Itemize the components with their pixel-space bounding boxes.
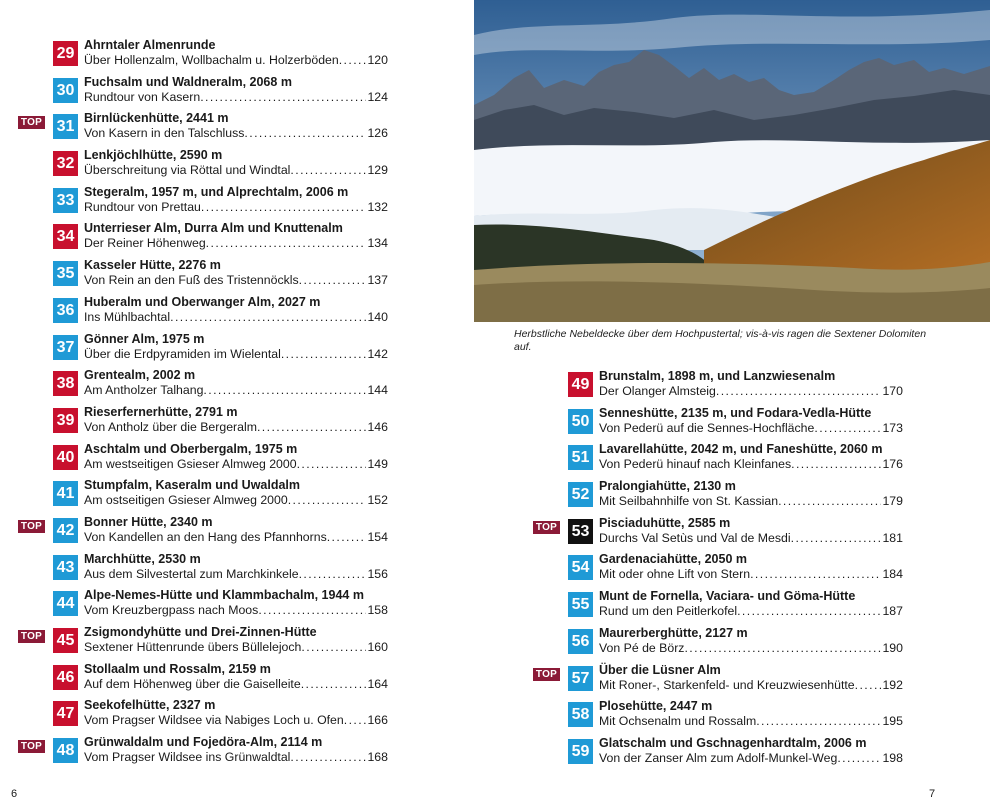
toc-entry[interactable]: [18, 148, 390, 185]
dolomites-fog-illustration: [474, 0, 990, 322]
leader-dots: [297, 457, 367, 472]
tour-title: Gönner Alm, 1975 m: [84, 331, 205, 346]
photo-caption: Herbstliche Nebeldecke über dem Hochpustertal; vis-à-vis ragen die Sextener Dolomiten auf.: [514, 328, 927, 353]
tour-description: Vom Pragser Wildsee ins Grünwaldtal: [84, 750, 291, 765]
leader-dots: [750, 567, 881, 582]
tour-number-badge: 38: [53, 371, 78, 396]
tour-description: Über Hollenzalm, Wollbachalm u. Holzerböden: [84, 53, 339, 67]
toc-entry[interactable]: [18, 442, 390, 479]
toc-entry[interactable]: [18, 662, 390, 699]
tour-description: Am westseitigen Gsieser Almweg 2000: [84, 456, 297, 471]
tour-description: Über die Erdpyramiden im Wielental: [84, 346, 281, 361]
leader-dots: [778, 494, 881, 509]
page-reference: 120: [367, 53, 388, 67]
tour-description: Auf dem Höhenweg über die Gaiselleite: [84, 676, 301, 691]
tour-title: Pralongiahütte, 2130 m: [599, 479, 736, 494]
tour-description: Sextener Hüttenrunde übers Büllelejoch: [84, 640, 302, 654]
tour-number-badge: 55: [568, 592, 593, 617]
page-number-left: 6: [11, 788, 18, 800]
leader-dots: [791, 531, 882, 546]
leader-dots: [170, 310, 366, 325]
toc-entry[interactable]: [18, 111, 390, 148]
leader-dots: [791, 457, 881, 472]
toc-entry[interactable]: [533, 552, 905, 589]
tour-number-badge: 58: [568, 702, 593, 727]
tour-description: Von Kasern in den Talschluss: [84, 126, 245, 141]
tour-title: Brunstalm, 1898 m, und Lanzwiesenalm: [599, 369, 836, 383]
page-reference: 195: [882, 714, 903, 729]
leader-dots: [299, 273, 367, 288]
tour-number-badge: 52: [568, 482, 593, 507]
leader-dots: [301, 677, 367, 692]
toc-entry[interactable]: [18, 698, 390, 735]
tour-description: Von Rein an den Fuß des Tristennöckls: [84, 273, 299, 288]
top-badge: TOP: [533, 668, 560, 681]
tour-number-badge: 40: [53, 445, 78, 470]
toc-entry[interactable]: [533, 589, 905, 626]
toc-entry[interactable]: [18, 185, 390, 222]
tour-title: Zsigmondyhütte und Drei-Zinnen-Hütte: [84, 625, 317, 639]
tour-description: Rundtour von Prettau: [84, 199, 201, 214]
page-reference: 190: [882, 640, 903, 655]
top-badge: TOP: [18, 630, 45, 643]
toc-entry[interactable]: [18, 478, 390, 515]
tour-title: Lavarellahütte, 2042 m, und Faneshütte, 2060 m: [599, 442, 883, 457]
tour-description: Von Antholz über die Bergeralm: [84, 419, 257, 434]
tour-number-badge: 41: [53, 481, 78, 506]
leader-dots: [201, 200, 367, 215]
leader-dots: [290, 750, 366, 765]
tour-description: Von der Zanser Alm zum Adolf-Munkel-Weg: [599, 750, 838, 765]
tour-number-badge: 29: [53, 41, 78, 66]
toc-entry[interactable]: [18, 405, 390, 442]
tour-number-badge: 36: [53, 298, 78, 323]
tour-description: Am Antholzer Talhang: [84, 383, 204, 398]
tour-number-badge: 37: [53, 335, 78, 360]
page-reference: 149: [367, 456, 388, 471]
page-reference: 146: [367, 419, 388, 434]
tour-number-badge: 43: [53, 555, 78, 580]
tour-title: Senneshütte, 2135 m, und Fodara-Vedla-Hütte: [599, 405, 872, 420]
page-reference: 124: [367, 89, 388, 104]
page-reference: 170: [882, 384, 903, 398]
page-reference: 164: [367, 676, 388, 691]
toc-entry[interactable]: [18, 258, 390, 295]
leader-dots: [301, 640, 366, 655]
leader-dots: [299, 567, 367, 582]
leader-dots: [281, 347, 367, 362]
toc-entry[interactable]: [533, 663, 905, 700]
toc-entry[interactable]: [18, 295, 390, 332]
tour-number-badge: 54: [568, 555, 593, 580]
tour-description: Mit Seilbahnhilfe von St. Kassian: [599, 494, 779, 509]
leader-dots: [814, 421, 881, 436]
leader-dots: [339, 53, 367, 68]
tour-description: Überschreitung via Röttal und Windtal: [84, 163, 291, 178]
toc-entry[interactable]: [18, 588, 390, 625]
leader-dots: [716, 384, 882, 399]
toc-entry[interactable]: [18, 221, 390, 258]
page-reference: 142: [367, 346, 388, 361]
page-reference: 181: [882, 530, 903, 545]
page-reference: 192: [882, 677, 903, 692]
page-reference: 168: [367, 750, 388, 765]
tour-description: Von Kandellen an den Hang des Pfannhorns: [84, 529, 327, 544]
tour-description: Von Pederü hinauf nach Kleinfanes: [599, 457, 792, 472]
tour-title: Gardenaciahütte, 2050 m: [599, 552, 747, 567]
tour-number-badge: 53: [568, 519, 593, 544]
page-reference: 160: [367, 640, 388, 654]
tour-title: Seekofelhütte, 2327 m: [84, 698, 216, 713]
tour-number-badge: 46: [53, 665, 78, 690]
tour-title: Unterrieser Alm, Durra Alm und Knuttenalm: [84, 221, 343, 236]
leader-dots: [206, 236, 367, 251]
tour-number-badge: 44: [53, 591, 78, 616]
page-reference: 166: [367, 713, 388, 728]
page-reference: 134: [367, 236, 388, 251]
tour-number-badge: 42: [53, 518, 78, 543]
tour-title: Grentealm, 2002 m: [84, 368, 196, 383]
tour-title: Glatschalm und Gschnagenhardtalm, 2006 m: [599, 735, 867, 750]
leader-dots: [837, 751, 881, 766]
tour-number-badge: 30: [53, 78, 78, 103]
toc-entry[interactable]: [18, 332, 390, 369]
toc-entry[interactable]: [18, 75, 390, 112]
tour-title: Aschtalm und Oberbergalm, 1975 m: [84, 441, 298, 456]
page-reference: 132: [367, 199, 388, 214]
tour-description: Vom Kreuzbergpass nach Moos: [84, 603, 259, 618]
tour-description: Rundtour von Kasern: [84, 89, 201, 104]
page-reference: 198: [882, 750, 903, 765]
page-reference: 152: [367, 493, 388, 508]
leader-dots: [737, 604, 881, 619]
tour-description: Mit oder ohne Lift von Stern: [599, 567, 751, 582]
tour-title: Stollaalm und Rossalm, 2159 m: [84, 661, 271, 676]
tour-number-badge: 56: [568, 629, 593, 654]
page-reference: 129: [367, 163, 388, 178]
top-badge: TOP: [18, 116, 45, 129]
toc-entry[interactable]: [533, 406, 905, 443]
leader-dots: [327, 530, 367, 545]
leader-dots: [200, 90, 366, 105]
toc-entry[interactable]: [533, 736, 905, 773]
page-reference: 144: [367, 383, 388, 398]
leader-dots: [290, 163, 366, 178]
tour-title: Grünwaldalm und Fojedöra-Alm, 2114 m: [84, 735, 323, 750]
tour-number-badge: 57: [568, 666, 593, 691]
page-reference: 187: [882, 604, 903, 619]
tour-number-badge: 33: [53, 188, 78, 213]
tour-number-badge: 34: [53, 224, 78, 249]
leader-dots: [344, 713, 367, 728]
leader-dots: [288, 493, 367, 508]
top-badge: TOP: [533, 521, 560, 534]
toc-entry[interactable]: [18, 515, 390, 552]
tour-description: Von Pé de Börz: [599, 640, 685, 655]
page-reference: 173: [882, 420, 903, 435]
tour-description: Der Reiner Höhenweg: [84, 236, 206, 251]
tour-title: Alpe-Nemes-Hütte und Klammbachalm, 1944 m: [84, 588, 364, 603]
toc-entry[interactable]: [18, 38, 390, 75]
tour-title: Stumpfalm, Kaseralm und Uwaldalm: [84, 478, 301, 493]
tour-title: Über die Lüsner Alm: [599, 662, 721, 677]
tour-number-badge: 45: [53, 628, 78, 653]
landscape-photo: [474, 0, 990, 322]
tour-number-badge: 50: [568, 409, 593, 434]
toc-entry[interactable]: [533, 479, 905, 516]
tour-title: Stegeralm, 1957 m, und Alprechtalm, 2006 m: [84, 184, 349, 199]
leader-dots: [684, 641, 881, 656]
tour-description: Am ostseitigen Gsieser Almweg 2000: [84, 493, 288, 508]
page-reference: 156: [367, 566, 388, 581]
tour-description: Von Pederü auf die Sennes-Hochfläche: [599, 420, 815, 435]
page-reference: 126: [367, 126, 388, 141]
page-reference: 176: [882, 457, 903, 472]
tour-number-badge: 32: [53, 151, 78, 176]
leader-dots: [257, 420, 367, 435]
tour-number-badge: 31: [53, 114, 78, 139]
tour-title: Maurerberghütte, 2127 m: [599, 625, 748, 640]
page-reference: 137: [367, 273, 388, 288]
tour-number-badge: 47: [53, 701, 78, 726]
tour-description: Mit Roner-, Starkenfeld- und Kreuzwiesenhütte: [599, 677, 855, 692]
page-reference: 179: [882, 494, 903, 509]
tour-title: Munt de Fornella, Vaciara- und Göma-Hütte: [599, 589, 856, 604]
top-badge: TOP: [18, 740, 45, 753]
toc-entry[interactable]: [533, 516, 905, 553]
toc-entry[interactable]: [533, 369, 905, 406]
tour-description: Rund um den Peitlerkofel: [599, 604, 738, 619]
leader-dots: [244, 126, 366, 141]
tour-title: Lenkjöchlhütte, 2590 m: [84, 148, 223, 163]
tour-description: Der Olanger Almsteig: [599, 384, 716, 398]
leader-dots: [756, 714, 881, 729]
page-reference: 140: [367, 309, 388, 324]
toc-entry[interactable]: [18, 625, 390, 662]
page-reference: 184: [882, 567, 903, 582]
tour-description: Vom Pragser Wildsee via Nabiges Loch u. Ofen: [84, 713, 344, 728]
tour-number-badge: 39: [53, 408, 78, 433]
toc-entry[interactable]: [533, 699, 905, 736]
tour-title: Rieserfernerhütte, 2791 m: [84, 404, 238, 419]
tour-description: Aus dem Silvestertal zum Marchkinkele: [84, 566, 299, 581]
tour-title: Fuchsalm und Waldneralm, 2068 m: [84, 74, 292, 89]
tour-title: Ahrntaler Almenrunde: [84, 38, 216, 52]
leader-dots: [258, 603, 366, 618]
tour-title: Birnlückenhütte, 2441 m: [84, 111, 229, 126]
leader-dots: [855, 678, 882, 693]
tour-title: Pisciaduhütte, 2585 m: [599, 515, 731, 530]
top-badge: TOP: [18, 520, 45, 533]
tour-title: Kasseler Hütte, 2276 m: [84, 258, 221, 273]
toc-list-left: [18, 38, 390, 772]
page-number-right: 7: [929, 788, 936, 800]
tour-title: Huberalm und Oberwanger Alm, 2027 m: [84, 294, 321, 309]
tour-title: Marchhütte, 2530 m: [84, 551, 201, 566]
toc-entry[interactable]: [533, 626, 905, 663]
tour-number-badge: 48: [53, 738, 78, 763]
toc-list-right: [533, 369, 905, 773]
toc-entry[interactable]: [18, 552, 390, 589]
tour-number-badge: 49: [568, 372, 593, 397]
page-reference: 154: [367, 529, 388, 544]
leader-dots: [203, 383, 366, 398]
toc-entry[interactable]: [18, 368, 390, 405]
tour-description: Ins Mühlbachtal: [84, 309, 171, 324]
toc-entry[interactable]: [533, 442, 905, 479]
page-reference: 158: [367, 603, 388, 618]
tour-title: Bonner Hütte, 2340 m: [84, 514, 213, 529]
tour-number-badge: 59: [568, 739, 593, 764]
tour-number-badge: 35: [53, 261, 78, 286]
tour-number-badge: 51: [568, 445, 593, 470]
toc-entry[interactable]: [18, 735, 390, 772]
tour-title: Plosehütte, 2447 m: [599, 699, 713, 714]
tour-description: Mit Ochsenalm und Rossalm: [599, 714, 757, 729]
tour-description: Durchs Val Setùs und Val de Mesdi: [599, 530, 791, 545]
